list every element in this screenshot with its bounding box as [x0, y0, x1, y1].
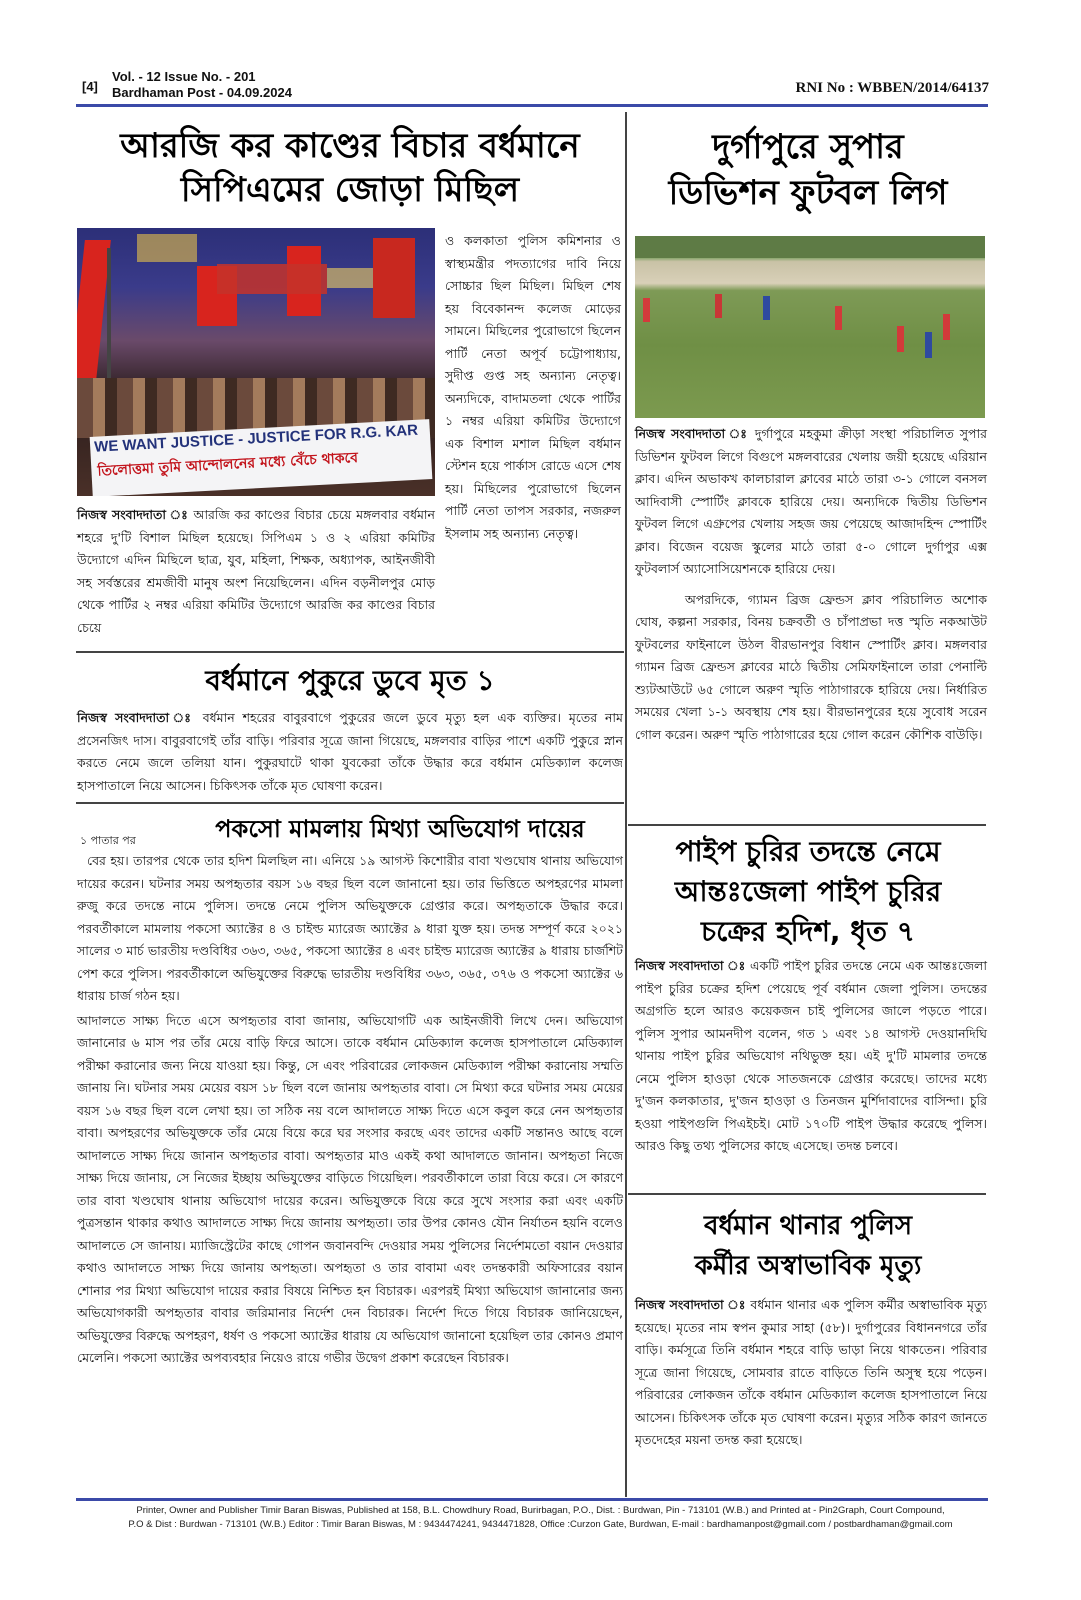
- byline: নিজস্ব সংবাদদাতা ঃ: [77, 507, 189, 522]
- football-photo: [635, 236, 985, 418]
- article-body: দুর্গাপুরে মহকুমা ক্রীড়া সংস্থা পরিচালিত সুপার ডিভিশন ফুটবল লিগে বিগুপে মঙ্গলবারের খেলায় জয়ী হয়েছে এরিয়ান ক্লাব। এদিন অভাকখ কালচারাল ক্লাবের মাঠে তারা ৩-১ গোলে বনসল আদিবাসী স্পোর্টিং ক্লাবকে হারিয়ে দেয়। অন্যদিকে দ্বিতীয় ডিভিশন ফুটবল লিগে এগ্রুপের খেলায় সহজ জয় পেয়েছে আজাদহিন্দ স্পোর্টিং ক্লাব। বিজেন বয়েজ স্কুলের মাঠে তারা ৫-০ গোলে দুর্গাপুর এক্স ফুটবলার্স অ্যাসোসিয়েশনকে হারিয়ে দেয়।: [635, 426, 987, 576]
- headline-line: কর্মীর অস্বাভাবিক মৃত্যু: [694, 1251, 922, 1281]
- rally-photo: [77, 228, 435, 496]
- banner-text: তিলোত্তমা তুমি আন্দোলনের মধ্যে বেঁচে থাকবে: [97, 449, 359, 480]
- continued-label: ১ পাতার পর: [80, 834, 136, 847]
- headline-line: চক্রের হদিশ, ধৃত ৭: [701, 915, 915, 948]
- banner-text: WE WANT JUSTICE - JUSTICE FOR R.G. KAR: [93, 421, 419, 456]
- headline-line: পাইপ চুরির তদন্তে নেমে: [675, 835, 941, 868]
- column-divider: [625, 112, 627, 1497]
- section-divider: [628, 1193, 986, 1195]
- story-rg-kar-sidecol: [445, 230, 621, 545]
- article-body: একটি পাইপ চুরির তদন্তে নেমে এক আন্তঃজেলা পাইপ চুরির চক্রের হদিশ পেয়েছে পূর্ব বর্ধমান জেলা পুলিস। তদন্তের অগ্রগতি হলে আরও কয়েকজন চাই পুলিসের জালে পড়তে পারে। পুলিস সুপার আমনদীপ বলেন, গত ১ এবং ১৪ আগস্ট দেওয়ানদিঘি থানায় পাইপ চুরির অভিযোগ নথিভুক্ত হয়। এই দু'টি মামলার তদন্তে নেমে পুলিস হাওড়া থেকে সাতজনকে গ্রেপ্তার করেছে। তাদের মধ্যে দু'জন কলকাতার, দু'জন হাওড়া ও তিনজন মুর্শিদাবাদের বাসিন্দা। চুরি হওয়া পাইপগুলি পিএইচই। মোট ১৭০টি পাইপ উদ্ধার করেছে পুলিস। আরও কিছু তথ্য পুলিসের কাছে এসেছে। তদন্ত চলবে।: [635, 958, 987, 1153]
- story-pocso-body: [77, 850, 623, 1370]
- story-police-death: [630, 1206, 986, 1286]
- byline: নিজস্ব সংবাদদাতা ঃ: [635, 1297, 746, 1312]
- article-body: বর্ধমান শহরের বাবুরবাগে পুকুরের জলে ডুবে মৃত্যু হল এক ব্যক্তির। মৃতের নাম প্রসেনজিৎ দাস। বাবুরবাগেই তাঁর বাড়ি। পরিবার সূত্রে জানা গিয়েছে, মঙ্গলবার বাড়ির পাশে একটি পুকুরে স্নান করতে নেমে জলে তলিয়া যান। পুকুরঘাটে থাকা যুবকেরা তাঁকে উদ্ধার করে বর্ধমান মেডিক্যাল কলেজ হাসপাতালে নিয়ে আসেন। চিকিৎসক তাঁকে মৃত ঘোষণা করেন।: [77, 710, 623, 793]
- headline-line: আন্তঃজেলা পাইপ চুরির: [674, 875, 942, 908]
- byline: নিজস্ব সংবাদদাতা ঃ: [77, 710, 195, 725]
- story-pocso: [180, 812, 620, 846]
- section-divider: [628, 824, 986, 826]
- volume-issue: Vol. - 12 Issue No. - 201: [112, 69, 256, 84]
- bottom-rule: [76, 1498, 988, 1501]
- paper-date: Bardhaman Post - 04.09.2024: [112, 85, 292, 100]
- headline-line: আরজি কর কাণ্ডের বিচার বর্ধমানে: [120, 126, 580, 166]
- story-football-league: [630, 124, 986, 216]
- article-body: বের হয়। তারপর থেকে তার হদিশ মিলছিল না। এনিয়ে ১৯ আগস্ট কিশোরীর বাবা খণ্ডঘোষ থানায় অভিযোগ দায়ের করেন। ঘটনার সময় অপহৃতার বয়স ১৬ বছর ছিল বলে জানানো হয়। তার ভিত্তিতে অপহরণের মামলা রুজু করে তদন্তে নামে পুলিস। তদন্তে নেমে পুলিস অভিযুক্তকে গ্রেপ্তার করে। অপহৃতাকে উদ্ধার করে। পরবর্তীকালে মামলায় পকসো অ্যাক্টের ৪ ও চাইল্ড ম্যারেজ অ্যাক্টের ৯ ধারা যুক্ত হয়। তদন্ত সম্পূর্ণ করে ২০২১ সালের ৩ মার্চ ভারতীয় দণ্ডবিধির ৩৬৩, ৩৬৫, পকসো অ্যাক্টের ৪ এবং চাইল্ড ম্যারেজ অ্যাক্টের ৯ ধারায় চার্জশিট পেশ করে পুলিস। পরবর্তীকালে অভিযুক্তের বিরুদ্ধে ভারতীয় দণ্ডবিধির ৩৬৩, ৩৬৫, ৩৭৬ ও পকসো অ্যাক্টের ৬ ধারায় চার্জ গঠন হয়।: [77, 853, 623, 1003]
- headline-line: পকসো মামলায় মিথ্যা অভিযোগ দায়ের: [215, 815, 585, 843]
- page-number: [4]: [82, 79, 98, 94]
- article-body: আরজি কর কাণ্ডের বিচার চেয়ে মঙ্গলবার বর্ধমান শহরে দু'টি বিশাল মিছিল হয়েছে। সিপিএম ১ ও ২ এরিয়া কমিটির উদ্যোগে এদিন মিছিলে ছাত্র, যুব, মহিলা, শিক্ষক, অধ্যাপক, আইনজীবী সহ সর্বস্তরের শ্রমজীবী মানুষ অংশ নিয়েছিলেন। এদিন বড়নীলপুর মোড় থেকে পার্টির ২ নম্বর এরিয়া কমিটির উদ্যোগে আরজি কর কাণ্ডের বিচার চেয়ে: [77, 507, 435, 635]
- headline-line: সিপিএমের জোড়া মিছিল: [180, 170, 520, 210]
- story-rg-kar-body: [77, 504, 435, 639]
- story-drowning: [76, 663, 624, 699]
- rni-number: RNI No : WBBEN/2014/64137: [795, 80, 989, 96]
- section-divider: [76, 802, 624, 804]
- story-pipe-theft-body: [635, 955, 987, 1158]
- headline-line: বর্ধমান থানার পুলিস: [703, 1211, 912, 1241]
- top-rule: [76, 104, 988, 107]
- article-body: আদালতে সাক্ষ্য দিতে এসে অপহৃতার বাবা জানায়, অভিযোগটি এক আইনজীবী লিখে দেন। অভিযোগ জানানোর ৬ মাস পর তাঁর মেয়ে বাড়ি ফিরে আসে। তাকে বর্ধমান মেডিক্যাল কলেজ হাসপাতালে মেডিক্যাল পরীক্ষা করানোর জন্য নিয়ে যাওয়া হয়। কিন্তু, সে এবং পরিবারের লোকজন মেডিক্যাল পরীক্ষা করানোয় সম্মতি জানায় নি। ঘটনার সময় মেয়ের বয়স ১৮ ছিল বলে জানায় অপহৃতার বাবা। সে মিথ্যা করে ঘটনার সময় মেয়ের বয়স ১৬ বছর ছিল বলে লেখা হয়। তা সঠিক নয় বলে আদালতে সাক্ষ্য দিতে এসে কবুল করে নেন অপহৃতার বাবা। অপহরণের অভিযুক্তকে তাঁর মেয়ে বিয়ে করে ঘর সংসার করছে এবং তাদের একটি সন্তানও আছে বলে আদালতে সাক্ষ্য দিয়ে জানান অপহৃতার বাবা। অপহৃতার মাও একই কথা আদালতে জানান। অপহৃতা নিজে সাক্ষ্য দিয়ে জানায়, সে নিজের ইচ্ছায় অভিযুক্তের বাড়িতে গিয়েছিল। পরবর্তীকালে তারা বিয়ে করে। সে কারণে তার বাবা খণ্ডঘোষ থানায় অভিযোগ দায়ের করেন। অভিযুক্তকে বিয়ে করে সুখে সংসার করা এবং একটি পুত্রসন্তান থাকার কথাও আদালতে সাক্ষ্য দিয়ে জানায় অপহৃতা। তার উপর কোনও যৌন নির্যাতন হয়নি বলেও আদালতে সে জানায়। ম্যাজিস্ট্রেটের কাছে গোপন জবানবন্দি দেওয়ার সময় পুলিসের নির্দেশমতো বয়ান দেওয়ার কথাও আদালতে সাক্ষ্য দিয়ে জানায় অপহৃতা। অপহৃতা ও তার বাবামা এবং তদন্তকারী অফিসারের বয়ান শোনার পর মিথ্যা অভিযোগ দায়ের করার বিষয়ে নিশ্চিত হন বিচারক। এরপরই মিথ্যা অভিযোগ জানানোর জন্য অভিযোগকারী অপহৃতার বাবার জরিমানার নির্দেশ দেন বিচারক। নির্দেশ দিতে গিয়ে বিচারক জানিয়েছেন, অভিযুক্তের বিরুদ্ধে অপহরণ, ধর্ষণ ও পকসো অ্যাক্টের ধারায় যে অভিযোগ জানানো হয়েছিল তার কোনও প্রমাণ মেলেনি। পকসো অ্যাক্টের অপব্যবহার নিয়েও রায়ে গভীর উদ্বেগ প্রকাশ করেছেন বিচারক।: [77, 1012, 623, 1365]
- section-divider: [76, 651, 624, 653]
- imprint-line: Printer, Owner and Publisher Timir Baran Biswas, Published at 158, B.L. Chowdhury Road, Burirbagan, P.O., Dist. : Burdwan, Pin - 713101 (W.B.) and Printed at - Pin2Graph, Court Compound,: [136, 1505, 945, 1516]
- story-pipe-theft: [630, 832, 986, 952]
- headline-line: ডিভিশন ফুটবল লিগ: [668, 173, 948, 213]
- byline: নিজস্ব সংবাদদাতা ঃ: [635, 958, 746, 973]
- article-body: ও কলকাতা পুলিস কমিশনার ও স্বাস্থ্যমন্ত্রীর পদত্যাগের দাবি নিয়ে সোচ্চার ছিল মিছিল। মিছিল শেষ হয় বিবেকানন্দ কলেজ মোড়ের সামনে। মিছিলের পুরোভাগে ছিলেন পার্টি নেতা অপূর্ব চট্টোপাধ্যায়, সুদীপ্ত গুপ্ত সহ অন্যান্য নেতৃত্ব। অন্যদিকে, বাদামতলা থেকে পার্টির ১ নম্বর এরিয়া কমিটির উদ্যোগে এক বিশাল মশাল মিছিল বর্ধমান স্টেশন হয়ে পার্কাস রোডে এসে শেষ হয়। মিছিলের পুরোভাগে ছিলেন পার্টি নেতা তাপস সরকার, নজরুল ইসলাম সহ অন্যান্য নেতৃত্ব।: [445, 233, 621, 541]
- headline-line: দুর্গাপুরে সুপার: [712, 127, 904, 167]
- story-drowning-body: [77, 707, 623, 797]
- story-rg-kar-rally: [76, 124, 624, 212]
- article-body: বর্ধমান থানার এক পুলিস কর্মীর অস্বাভাবিক মৃত্যু হয়েছে। মৃতের নাম স্বপন কুমার সাহা (৫৮)। দুর্গাপুরের বিধাননগরে তাঁর বাড়ি। কর্মসূত্রে তিনি বর্ধমান শহরে বাড়ি ভাড়া নিয়ে থাকতেন। পরিবার সূত্রে জানা গিয়েছে, সোমবার রাতে বাড়িতে তিনি অসুস্থ হয়ে পড়েন। পরিবারের লোকজন তাঁকে বর্ধমান মেডিক্যাল কলেজ হাসপাতালে নিয়ে আসেন। চিকিৎসক তাঁকে মৃত ঘোষণা করেন। মৃত্যুর সঠিক কারণ জানতে মৃতদেহের ময়না তদন্ত করা হয়েছে।: [635, 1297, 987, 1447]
- byline: নিজস্ব সংবাদদাতা ঃ: [635, 426, 749, 441]
- headline-line: বর্ধমানে পুকুরে ডুবে মৃত ১: [205, 664, 495, 697]
- article-body: অপরদিকে, গ্যামন ব্রিজ ফ্রেন্ডস ক্লাব পরিচালিত অশোক ঘোষ, কল্পনা সরকার, বিনয় চক্রবর্তী ও চাঁপাপ্রভা দত্ত স্মৃতি নকআউট ফুটবলের ফাইনালে উঠল বীরভানপুর বিধান স্পোর্টিং ক্লাব। মঙ্গলবার গ্যামন ব্রিজ ফ্রেন্ডস ক্লাবের মাঠে দ্বিতীয় সেমিফাইনালে তারা পেনাল্টি শ্যুটআউটে ৬৫ গোলে অরুণ স্মৃতি পাঠাগারকে হারিয়ে দেয়। নির্ধারিত সময়ের খেলা ১-১ অবস্থায় শেষ হয়। বীরভানপুরের হয়ে সুবোধ সরেন গোল করেন। অরুণ স্মৃতি পাঠাগারের হয়ে গোল করেন কৌশিক বাউড়ি।: [635, 591, 987, 742]
- story-police-death-body: [635, 1294, 987, 1452]
- imprint-line: P.O & Dist : Burdwan - 713101 (W.B.) Editor : Timir Baran Biswas, M : 9434474241, 9434471828, Office :Curzon Gate, Burdwan, E-mail : bardhamanpost@gmail.com / postbardhaman@gmail.com: [128, 1519, 953, 1530]
- story-football-body: [635, 423, 987, 746]
